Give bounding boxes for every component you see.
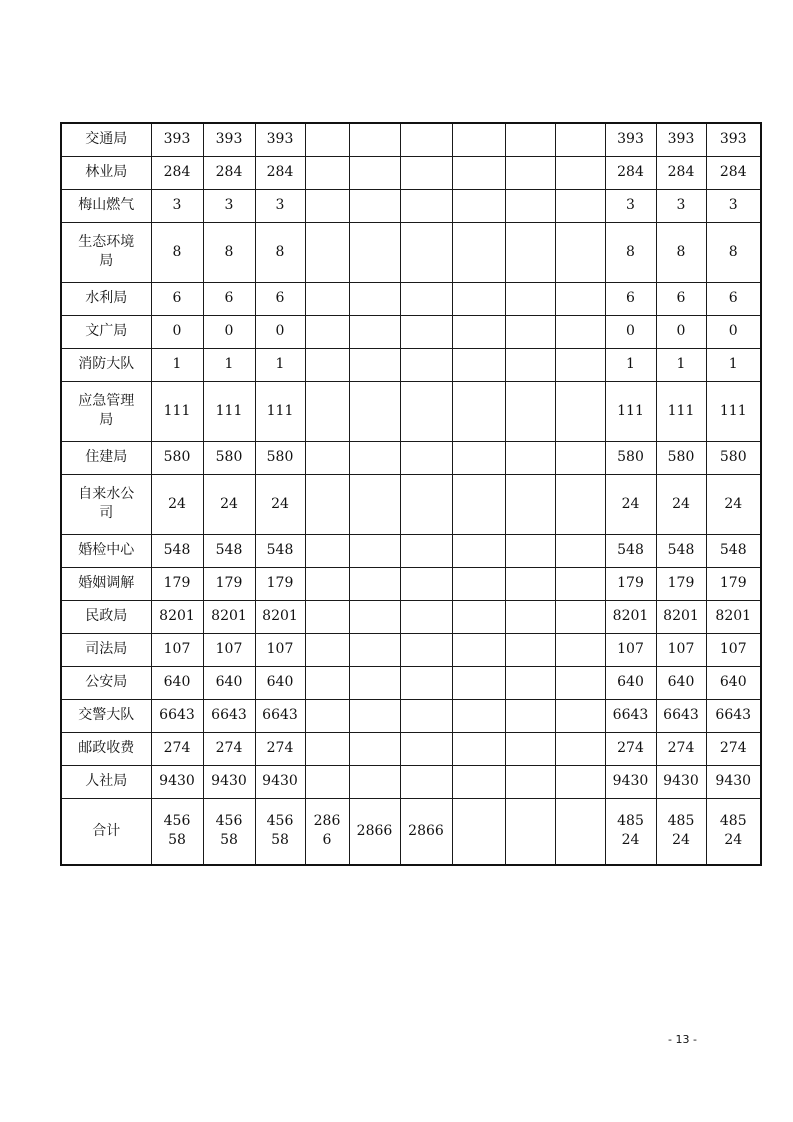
table-cell <box>452 222 505 282</box>
table-cell: 111 <box>203 381 255 441</box>
table-cell: 393 <box>203 123 255 156</box>
table-cell <box>305 123 349 156</box>
table-cell: 111 <box>706 381 761 441</box>
table-cell: 274 <box>151 732 203 765</box>
table-cell <box>349 441 400 474</box>
table-cell: 1 <box>255 348 305 381</box>
row-label: 人社局 <box>61 765 151 798</box>
table-cell <box>349 189 400 222</box>
table-cell: 6 <box>203 282 255 315</box>
table-cell <box>555 633 605 666</box>
table-cell <box>400 315 452 348</box>
row-label: 交通局 <box>61 123 151 156</box>
table-cell <box>349 633 400 666</box>
table-cell: 548 <box>706 534 761 567</box>
table-cell <box>349 765 400 798</box>
table-row <box>61 156 761 189</box>
table-cell <box>452 699 505 732</box>
table-cell <box>505 123 555 156</box>
table-cell: 640 <box>255 666 305 699</box>
table-cell <box>452 348 505 381</box>
table-cell: 548 <box>151 534 203 567</box>
table-cell: 8 <box>656 222 706 282</box>
table-cell <box>505 600 555 633</box>
table-cell: 393 <box>656 123 706 156</box>
table-cell <box>400 474 452 534</box>
table-cell <box>349 348 400 381</box>
table-cell: 179 <box>656 567 706 600</box>
table-cell: 3 <box>151 189 203 222</box>
table-cell: 8 <box>255 222 305 282</box>
table-cell: 48524 <box>656 798 706 865</box>
table-cell: 0 <box>656 315 706 348</box>
table-cell <box>452 123 505 156</box>
table-cell: 1 <box>605 348 656 381</box>
table-cell <box>505 282 555 315</box>
table-cell: 1 <box>151 348 203 381</box>
row-label: 住建局 <box>61 441 151 474</box>
table-cell <box>400 222 452 282</box>
table-row <box>61 315 761 348</box>
table-cell: 580 <box>151 441 203 474</box>
table-cell <box>400 381 452 441</box>
table-cell: 8 <box>605 222 656 282</box>
table-row <box>61 282 761 315</box>
table-cell: 640 <box>203 666 255 699</box>
table-cell <box>349 474 400 534</box>
table-cell: 0 <box>706 315 761 348</box>
table-cell: 3 <box>203 189 255 222</box>
table-cell: 9430 <box>706 765 761 798</box>
table-cell <box>452 567 505 600</box>
table-cell <box>349 282 400 315</box>
table-cell <box>505 315 555 348</box>
table-cell: 45658 <box>151 798 203 865</box>
table-row <box>61 633 761 666</box>
table-cell <box>555 666 605 699</box>
table-cell: 9430 <box>151 765 203 798</box>
table-cell <box>305 567 349 600</box>
table-cell: 9430 <box>203 765 255 798</box>
table-cell <box>349 600 400 633</box>
table-cell <box>505 732 555 765</box>
table-cell: 8201 <box>706 600 761 633</box>
table-cell: 24 <box>203 474 255 534</box>
table-cell: 9430 <box>255 765 305 798</box>
row-label: 消防大队 <box>61 348 151 381</box>
table-cell: 8201 <box>656 600 706 633</box>
table-cell <box>305 765 349 798</box>
row-label: 林业局 <box>61 156 151 189</box>
table-cell: 8 <box>203 222 255 282</box>
table-row <box>61 798 761 865</box>
table-cell: 6643 <box>656 699 706 732</box>
table-cell: 3 <box>706 189 761 222</box>
table-cell: 1 <box>656 348 706 381</box>
table-cell <box>555 765 605 798</box>
table-row <box>61 441 761 474</box>
table-cell <box>452 732 505 765</box>
row-label: 应急管理局 <box>61 381 151 441</box>
table-cell: 45658 <box>255 798 305 865</box>
table-cell: 548 <box>605 534 656 567</box>
table-cell <box>400 765 452 798</box>
row-label: 生态环境局 <box>61 222 151 282</box>
table-cell <box>555 534 605 567</box>
row-label: 司法局 <box>61 633 151 666</box>
table-cell: 2866 <box>400 798 452 865</box>
table-cell: 284 <box>605 156 656 189</box>
table-cell <box>452 798 505 865</box>
table-cell <box>452 474 505 534</box>
table-cell: 580 <box>605 441 656 474</box>
table-cell: 284 <box>706 156 761 189</box>
table-cell <box>452 282 505 315</box>
statistics-table <box>60 122 762 866</box>
table-cell <box>400 732 452 765</box>
table-cell: 1 <box>706 348 761 381</box>
table-cell: 6643 <box>706 699 761 732</box>
table-cell <box>452 315 505 348</box>
table-cell: 48524 <box>706 798 761 865</box>
table-cell <box>305 474 349 534</box>
table-cell: 24 <box>151 474 203 534</box>
table-cell <box>555 156 605 189</box>
table-cell <box>400 189 452 222</box>
table-body <box>61 123 761 865</box>
table-row <box>61 474 761 534</box>
table-cell <box>400 633 452 666</box>
table-cell <box>505 222 555 282</box>
table-cell: 640 <box>656 666 706 699</box>
table-cell: 640 <box>706 666 761 699</box>
row-label: 邮政收费 <box>61 732 151 765</box>
table-cell <box>305 381 349 441</box>
table-cell: 2866 <box>305 798 349 865</box>
table-cell <box>349 381 400 441</box>
table-cell: 2866 <box>349 798 400 865</box>
table-cell <box>505 666 555 699</box>
row-label: 婚检中心 <box>61 534 151 567</box>
table-cell: 107 <box>203 633 255 666</box>
table-cell <box>555 474 605 534</box>
table-cell: 8201 <box>151 600 203 633</box>
table-cell <box>452 441 505 474</box>
table-row <box>61 699 761 732</box>
row-label: 民政局 <box>61 600 151 633</box>
table-cell: 24 <box>656 474 706 534</box>
table-cell <box>349 699 400 732</box>
table-cell: 24 <box>605 474 656 534</box>
table-cell <box>305 699 349 732</box>
table-cell: 0 <box>151 315 203 348</box>
table-row <box>61 765 761 798</box>
table-cell <box>349 222 400 282</box>
table-cell: 111 <box>255 381 305 441</box>
table-cell <box>305 315 349 348</box>
table-cell <box>505 189 555 222</box>
table-row <box>61 123 761 156</box>
table-cell <box>305 600 349 633</box>
row-label: 公安局 <box>61 666 151 699</box>
table-cell: 0 <box>203 315 255 348</box>
row-label: 梅山燃气 <box>61 189 151 222</box>
table-cell: 179 <box>605 567 656 600</box>
table-cell: 48524 <box>605 798 656 865</box>
table-cell: 580 <box>706 441 761 474</box>
table-cell: 580 <box>656 441 706 474</box>
table-cell: 107 <box>605 633 656 666</box>
table-cell: 3 <box>605 189 656 222</box>
table-cell <box>555 123 605 156</box>
table-cell <box>505 798 555 865</box>
table-cell <box>505 441 555 474</box>
table-cell <box>305 534 349 567</box>
table-cell: 284 <box>656 156 706 189</box>
table-row <box>61 732 761 765</box>
table-cell <box>305 156 349 189</box>
table-cell <box>305 222 349 282</box>
table-cell: 179 <box>706 567 761 600</box>
table-cell <box>555 189 605 222</box>
table-cell: 6643 <box>255 699 305 732</box>
table-cell: 284 <box>203 156 255 189</box>
table-cell <box>452 666 505 699</box>
table-cell: 274 <box>255 732 305 765</box>
table-cell <box>400 441 452 474</box>
table-cell <box>400 282 452 315</box>
page-number: - 13 - <box>668 1033 697 1046</box>
table-cell: 274 <box>656 732 706 765</box>
table-cell <box>400 567 452 600</box>
table-cell: 3 <box>255 189 305 222</box>
table-cell <box>452 189 505 222</box>
table-cell: 0 <box>605 315 656 348</box>
table-cell <box>452 633 505 666</box>
table-cell: 580 <box>203 441 255 474</box>
table-cell: 9430 <box>656 765 706 798</box>
table-row <box>61 189 761 222</box>
table-cell <box>555 732 605 765</box>
table-cell <box>452 381 505 441</box>
table-cell: 548 <box>656 534 706 567</box>
table-cell: 6643 <box>605 699 656 732</box>
table-cell: 24 <box>255 474 305 534</box>
table-cell: 6 <box>151 282 203 315</box>
table-cell <box>555 348 605 381</box>
table-cell <box>305 189 349 222</box>
table-cell: 107 <box>255 633 305 666</box>
table-cell <box>400 534 452 567</box>
table-row <box>61 222 761 282</box>
table-cell: 6 <box>605 282 656 315</box>
table-cell <box>505 699 555 732</box>
table-row <box>61 600 761 633</box>
table-cell: 8 <box>706 222 761 282</box>
table-cell <box>505 567 555 600</box>
table-cell: 274 <box>203 732 255 765</box>
table-cell: 548 <box>255 534 305 567</box>
table-cell <box>555 315 605 348</box>
table-cell <box>400 699 452 732</box>
table-cell <box>400 666 452 699</box>
table-cell: 580 <box>255 441 305 474</box>
table-row <box>61 348 761 381</box>
table-cell <box>505 765 555 798</box>
table-cell: 393 <box>605 123 656 156</box>
table-cell: 107 <box>151 633 203 666</box>
table-cell: 284 <box>255 156 305 189</box>
table-cell <box>555 798 605 865</box>
table-cell <box>305 348 349 381</box>
table-cell: 8201 <box>203 600 255 633</box>
table-cell: 107 <box>656 633 706 666</box>
table-cell: 107 <box>706 633 761 666</box>
table-cell: 393 <box>255 123 305 156</box>
table-cell <box>505 534 555 567</box>
table-cell <box>555 222 605 282</box>
table-cell <box>305 282 349 315</box>
table-cell: 640 <box>605 666 656 699</box>
table-cell: 284 <box>151 156 203 189</box>
table-row <box>61 534 761 567</box>
table-cell: 24 <box>706 474 761 534</box>
table-cell <box>505 381 555 441</box>
table-cell: 1 <box>203 348 255 381</box>
table-cell: 274 <box>605 732 656 765</box>
table-cell <box>505 348 555 381</box>
table-cell: 179 <box>151 567 203 600</box>
table-cell: 6 <box>255 282 305 315</box>
table-cell: 6643 <box>203 699 255 732</box>
table-cell <box>555 282 605 315</box>
table-cell <box>400 123 452 156</box>
table-cell: 6 <box>656 282 706 315</box>
table-cell: 274 <box>706 732 761 765</box>
table-cell <box>555 699 605 732</box>
table-cell <box>305 732 349 765</box>
table-cell: 111 <box>151 381 203 441</box>
table-cell <box>555 441 605 474</box>
table-cell: 393 <box>706 123 761 156</box>
table-cell: 8201 <box>255 600 305 633</box>
table-cell <box>555 600 605 633</box>
table-cell <box>505 633 555 666</box>
table-cell: 179 <box>203 567 255 600</box>
table-cell <box>555 381 605 441</box>
table-cell: 9430 <box>605 765 656 798</box>
table-row <box>61 567 761 600</box>
table-cell: 8201 <box>605 600 656 633</box>
table-cell <box>349 156 400 189</box>
table-cell: 0 <box>255 315 305 348</box>
table-cell <box>349 732 400 765</box>
row-label: 交警大队 <box>61 699 151 732</box>
row-label: 文广局 <box>61 315 151 348</box>
table-cell: 111 <box>656 381 706 441</box>
table-cell: 393 <box>151 123 203 156</box>
table-cell <box>305 666 349 699</box>
table-row <box>61 666 761 699</box>
table-cell: 179 <box>255 567 305 600</box>
table-cell <box>400 348 452 381</box>
table-cell <box>452 534 505 567</box>
row-label: 自来水公司 <box>61 474 151 534</box>
table-cell: 6 <box>706 282 761 315</box>
table-cell <box>349 315 400 348</box>
table-cell: 8 <box>151 222 203 282</box>
table-cell: 111 <box>605 381 656 441</box>
table-cell: 6643 <box>151 699 203 732</box>
table-cell <box>452 765 505 798</box>
table-cell <box>349 567 400 600</box>
table-cell <box>400 600 452 633</box>
table-cell <box>305 441 349 474</box>
table-cell: 3 <box>656 189 706 222</box>
table-cell <box>505 156 555 189</box>
row-label: 合计 <box>61 798 151 865</box>
table-cell <box>349 123 400 156</box>
table-cell <box>452 600 505 633</box>
table-row <box>61 381 761 441</box>
table-cell <box>400 156 452 189</box>
row-label: 婚姻调解 <box>61 567 151 600</box>
table-cell: 548 <box>203 534 255 567</box>
table-cell: 45658 <box>203 798 255 865</box>
table-cell <box>349 666 400 699</box>
table-cell <box>505 474 555 534</box>
table-cell <box>452 156 505 189</box>
table-cell: 640 <box>151 666 203 699</box>
row-label: 水利局 <box>61 282 151 315</box>
table-cell <box>305 633 349 666</box>
table-cell <box>555 567 605 600</box>
table-cell <box>349 534 400 567</box>
